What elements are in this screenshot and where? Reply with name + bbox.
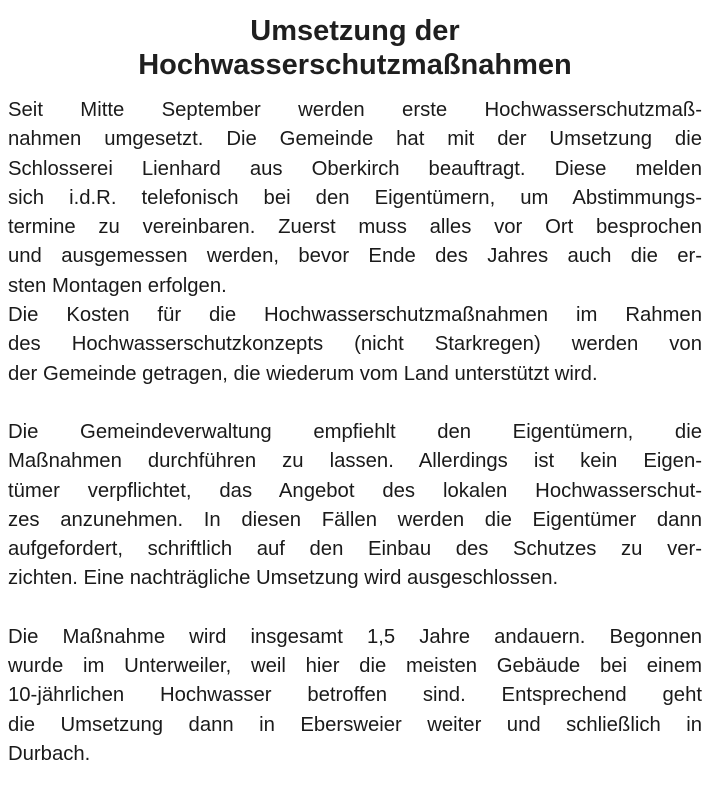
text-line: zes anzunehmen. In diesen Fällen werden die Eigentümer dann (8, 508, 702, 531)
text-line: sich i.d.R. telefonisch bei den Eigentümern, um Abstimmungs- (8, 186, 702, 209)
text-line: nahmen umgesetzt. Die Gemeinde hat mit der Umsetzung die (8, 128, 702, 151)
text-line: Schlosserei Lienhard aus Oberkirch beauftragt. Diese melden (8, 157, 702, 180)
title-line: Umsetzung der (250, 15, 460, 47)
text-line: tümer verpflichtet, das Angebot des lokalen Hochwasserschut- (8, 479, 702, 502)
text-line: Die Kosten für die Hochwasserschutzmaßnahmen im Rahmen (8, 304, 702, 327)
article (8, 14, 702, 769)
paragraph-intro (8, 96, 702, 301)
paragraph-spacer (8, 594, 702, 623)
text-line: Maßnahmen durchführen zu lassen. Allerdings ist kein Eigen- (8, 450, 702, 473)
text-line: sten Montagen erfolgen. (8, 274, 227, 297)
paragraph-spacer (8, 389, 702, 418)
text-line: Die Gemeindeverwaltung empfiehlt den Eigentümern, die (8, 420, 702, 443)
paragraph-recommendation (8, 418, 702, 594)
text-line: Seit Mitte September werden erste Hochwasserschutzmaß- (8, 99, 702, 121)
text-line: aufgefordert, schriftlich auf den Einbau des Schutzes zu ver- (8, 538, 702, 561)
text-line: termine zu vereinbaren. Zuerst muss alles vor Ort besprochen (8, 216, 702, 239)
text-line: der Gemeinde getragen, die wiederum vom Land unterstützt wird. (8, 362, 598, 385)
text-line: die Umsetzung dann in Ebersweier weiter und schließlich in (8, 713, 702, 736)
paragraph-costs (8, 301, 702, 389)
text-line: zichten. Eine nachträgliche Umsetzung wird ausgeschlossen. (8, 567, 559, 590)
paragraph-timeline (8, 623, 702, 769)
title-line: Hochwasserschutzmaßnahmen (138, 49, 572, 81)
text-line: des Hochwasserschutzkonzepts (nicht Starkregen) werden von (8, 333, 702, 356)
text-line: und ausgemessen werden, bevor Ende des Jahres auch die er- (8, 245, 702, 268)
text-line: Durbach. (8, 742, 91, 765)
text-line: Die Maßnahme wird insgesamt 1,5 Jahre andauern. Begonnen (8, 625, 702, 648)
text-line: 10-jährlichen Hochwasser betroffen sind. Entsprechend geht (8, 684, 702, 707)
text-line: wurde im Unterweiler, weil hier die meisten Gebäude bei einem (8, 655, 702, 678)
article-title (8, 14, 702, 82)
